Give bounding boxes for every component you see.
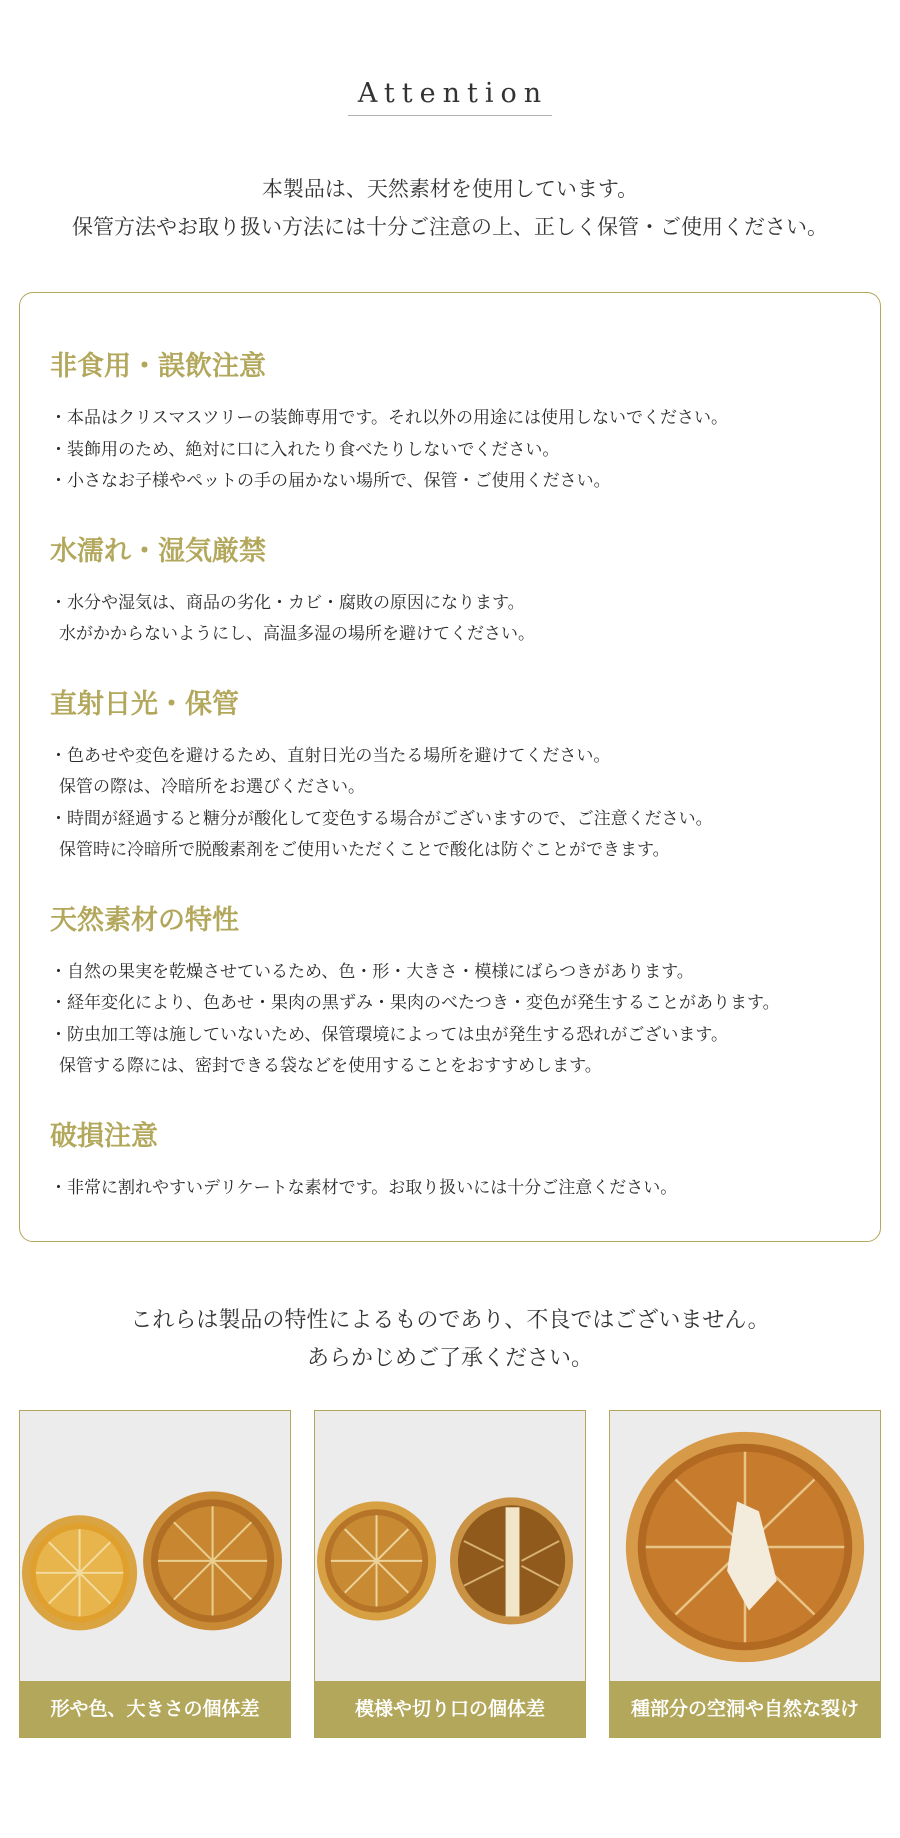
notice-line: ・自然の果実を乾燥させているため、色・形・大きさ・模様にばらつきがあります。	[50, 961, 694, 982]
section-non-edible	[50, 349, 850, 498]
section-sunlight	[50, 687, 850, 867]
photo-card	[314, 1410, 586, 1738]
notice-line: ・色あせや変色を避けるため、直射日光の当たる場所を避けてください。	[50, 745, 611, 766]
dried-orange-slices-photo	[20, 1411, 290, 1683]
photo-caption: 種部分の空洞や自然な裂け	[610, 1681, 880, 1737]
notice-line: ・非常に割れやすいデリケートな素材です。お取り扱いには十分ご注意ください。	[50, 1177, 678, 1198]
notice-line: 保管時に冷暗所で脱酸素剤をご使用いただくことで酸化は防ぐことができます。	[59, 840, 670, 860]
notice-line: ・水分や湿気は、商品の劣化・カビ・腐敗の原因になります。	[50, 592, 525, 613]
dried-orange-cut-photo	[315, 1411, 585, 1683]
photo-card	[19, 1410, 291, 1738]
intro-line-2: 保管方法やお取り扱い方法には十分ご注意の上、正しく保管・ご使用ください。	[72, 215, 828, 239]
section-fragile	[50, 1119, 850, 1205]
photo-caption: 形や色、大きさの個体差	[20, 1681, 290, 1737]
notice-box	[19, 292, 881, 1242]
notice-line: ・経年変化により、色あせ・果肉の黒ずみ・果肉のべたつき・変色が発生することがあります。	[50, 993, 780, 1013]
notice-line: ・防虫加工等は施していないため、保管環境によっては虫が発生する恐れがございます。	[50, 1024, 728, 1045]
intro-line-1: 本製品は、天然素材を使用しています。	[261, 177, 639, 201]
notice-line: ・時間が経過すると糖分が酸化して変色する場合がございますので、ご注意ください。	[50, 808, 713, 829]
dried-orange-split-photo	[610, 1411, 880, 1683]
notice-line: ・装飾用のため、絶対に口に入れたり食べたりしないでください。	[50, 439, 560, 460]
notice-line: 保管する際には、密封できる袋などを使用することをおすすめします。	[59, 1056, 602, 1076]
closing-line-1: これらは製品の特性によるものであり、不良ではございません。	[130, 1308, 770, 1333]
section-heading: 非食用・誤飲注意	[50, 351, 266, 382]
section-heading: 直射日光・保管	[50, 688, 239, 720]
intro-text	[0, 170, 900, 246]
closing-line-2: あらかじめご了承ください。	[306, 1346, 593, 1371]
notice-line: ・小さなお子様やペットの手の届かない場所で、保管・ご使用ください。	[50, 471, 611, 491]
section-moisture	[50, 534, 850, 651]
closing-text	[0, 1302, 900, 1378]
photo-card	[609, 1410, 881, 1738]
page-title: Attention	[348, 78, 552, 116]
section-heading: 天然素材の特性	[50, 904, 239, 936]
photo-gallery	[19, 1410, 881, 1738]
photo-caption: 模様や切り口の個体差	[315, 1681, 585, 1737]
section-heading: 破損注意	[50, 1120, 158, 1152]
notice-line: ・本品はクリスマスツリーの装飾専用です。それ以外の用途には使用しないでください。	[50, 408, 728, 428]
notice-line: 水がかからないようにし、高温多湿の場所を避けてください。	[59, 624, 535, 644]
notice-line: 保管の際は、冷暗所をお選びください。	[59, 777, 365, 797]
section-heading: 水濡れ・湿気厳禁	[50, 535, 266, 567]
title-area	[0, 78, 900, 116]
section-natural-material	[50, 903, 850, 1083]
